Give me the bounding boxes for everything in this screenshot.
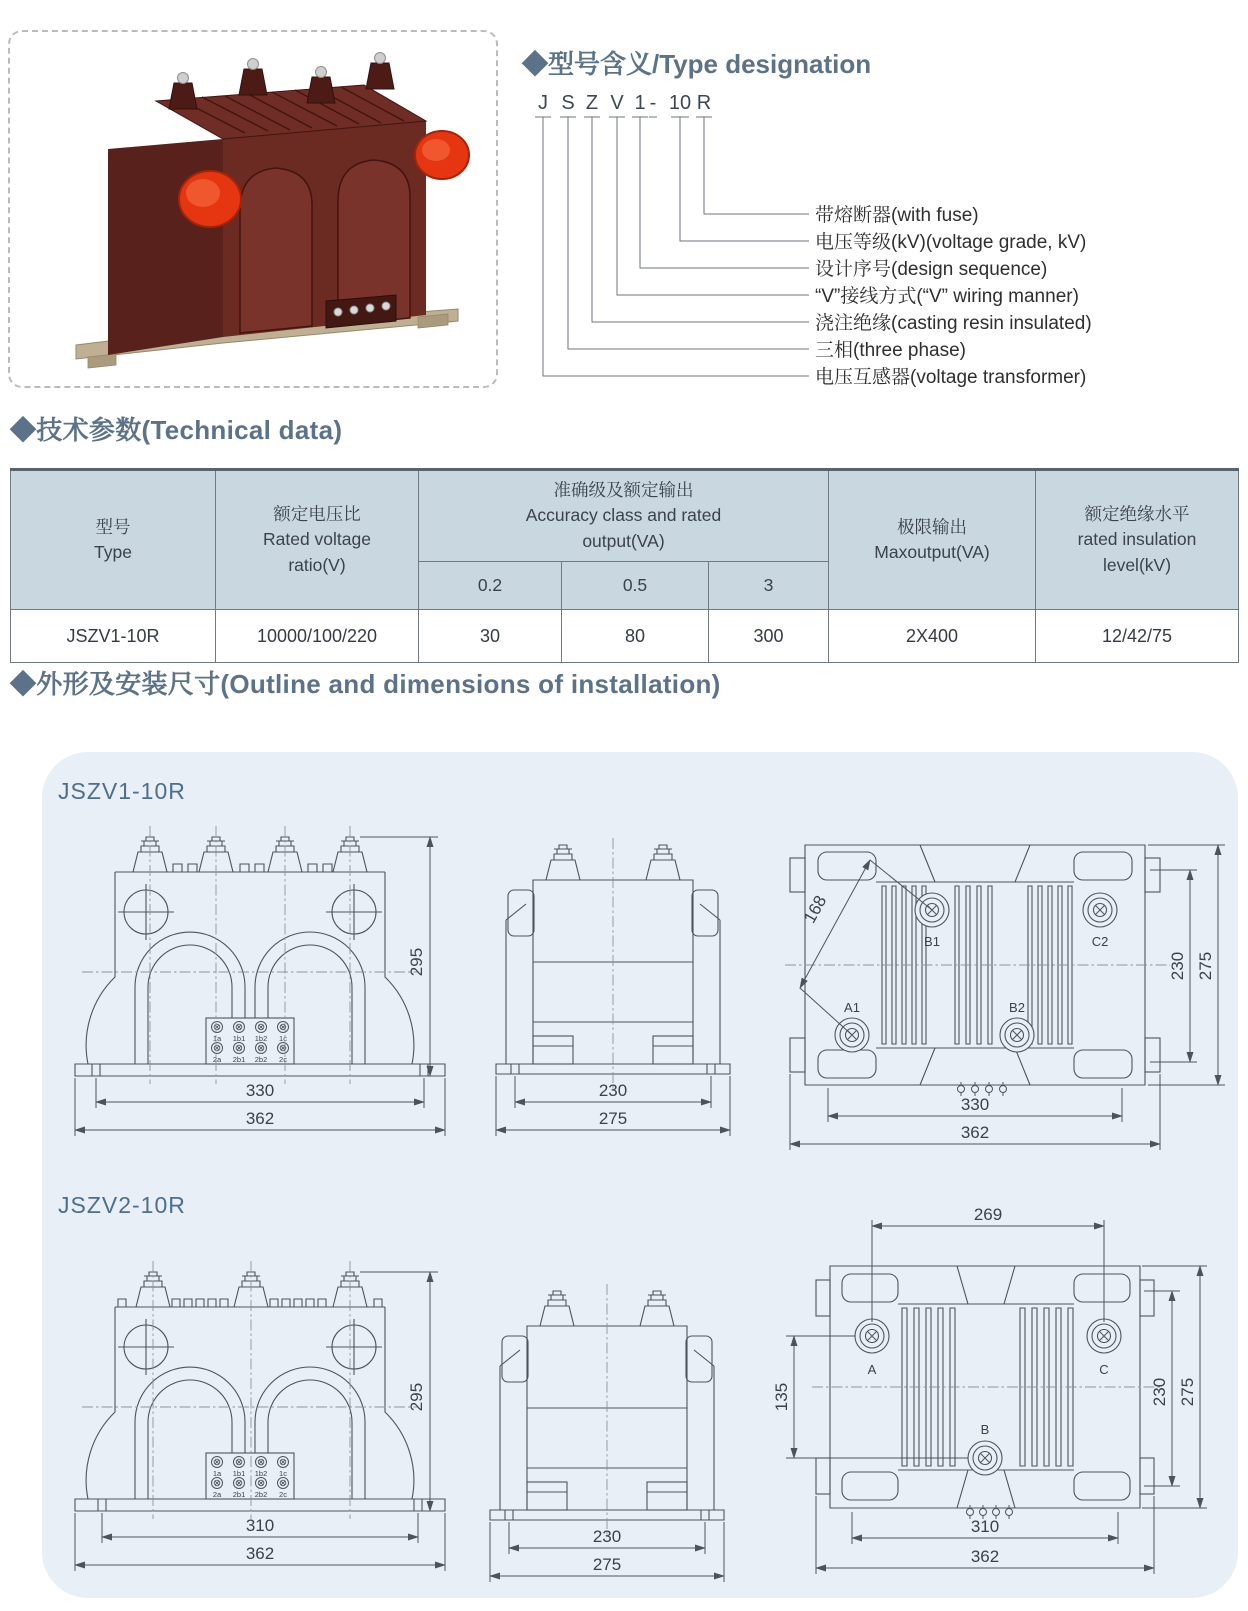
- terminal-label: 1c: [279, 1469, 287, 1478]
- terminal-label: 2b1: [232, 1055, 246, 1064]
- col-header-acc-3: 3: [709, 562, 829, 610]
- terminal-label: C: [1099, 1362, 1109, 1377]
- red-cap-right: [415, 131, 469, 179]
- dim-width2: 362: [245, 1109, 275, 1128]
- model1-top-view: [770, 800, 1240, 1155]
- dimensions: [772, 1205, 1207, 1574]
- code-char: V: [610, 92, 624, 114]
- col-header-accuracy: [419, 470, 829, 562]
- dim-width1: 330: [245, 1081, 275, 1100]
- top-terminals: [855, 1319, 1121, 1519]
- transformer-arch-left: [240, 168, 312, 333]
- designation-label: 电压等级(kV)(voltage grade, kV): [815, 232, 1087, 253]
- terminal-label: 1c: [279, 1034, 287, 1043]
- dim-w2: 362: [960, 1123, 990, 1142]
- terminal-label: 2a: [212, 1055, 222, 1064]
- col-header-accuracy-zh: 准确级及额定输出: [553, 479, 694, 500]
- col-header-maxoutput-en: Maxoutput(VA): [874, 542, 990, 562]
- outline-title: ◆外形及安装尺寸(Outline and dimensions of installation): [10, 669, 721, 699]
- col-header-maxoutput: [829, 470, 1036, 610]
- col-header-accuracy-en: Accuracy class and rated: [525, 505, 722, 526]
- dimensions: [490, 1522, 724, 1582]
- col-header-type-zh: 型号: [95, 516, 131, 537]
- dim-width2: 275: [592, 1555, 622, 1574]
- designation-label: 浇注绝缘(casting resin insulated): [815, 313, 1092, 334]
- col-header-ratio-en2: ratio(V): [288, 554, 346, 575]
- terminal-block: [206, 1453, 294, 1499]
- terminal-label: A: [867, 1362, 877, 1377]
- code-char: R: [696, 92, 712, 114]
- designation-lines: [535, 117, 809, 376]
- col-header-accuracy-en2: output(VA): [582, 530, 665, 551]
- dim-width2: 362: [245, 1544, 275, 1563]
- red-cap-left: [179, 171, 241, 227]
- cell-type: JSZV1-10R: [11, 610, 216, 663]
- col-header-maxoutput-zh: 极限输出: [897, 516, 967, 537]
- dimensions: [75, 1272, 445, 1571]
- dim-v2: 275: [1178, 1377, 1197, 1407]
- dim-left: 135: [772, 1382, 791, 1412]
- designation-label: 设计序号(design sequence): [815, 259, 1048, 280]
- designation-label: 三相(three phase): [815, 340, 967, 361]
- terminal-label: 1a: [212, 1034, 222, 1043]
- transformer-illustration: [76, 53, 469, 369]
- terminal-label: 2b2: [254, 1490, 268, 1499]
- code-char: J: [538, 92, 548, 114]
- dim-diagonal: 168: [800, 892, 831, 927]
- dim-v2: 275: [1196, 951, 1215, 981]
- model1-label: JSZV1-10R: [58, 778, 186, 804]
- terminal-label: 1b1: [232, 1034, 246, 1043]
- type-designation-diagram: [522, 91, 1238, 396]
- terminal-label: 2a: [212, 1490, 222, 1499]
- col-header-insulation-en2: level(kV): [1102, 554, 1172, 575]
- table-row: [11, 610, 1239, 663]
- cell-acc-02: 30: [419, 610, 562, 663]
- code-char: -: [649, 92, 657, 114]
- top-terminals: [835, 893, 1117, 1096]
- designation-label: 电压互感器(voltage transformer): [815, 367, 1087, 388]
- col-header-insulation-zh: 额定绝缘水平: [1084, 503, 1190, 524]
- col-header-ratio-en: Rated voltage: [263, 529, 371, 550]
- col-header-type-en: Type: [94, 542, 132, 562]
- terminal-label: 1b1: [232, 1469, 246, 1478]
- product-photo-frame: [8, 30, 498, 388]
- code-char: 10: [668, 92, 692, 114]
- model1-front-view: [60, 812, 460, 1142]
- terminal-label: 1b2: [254, 1469, 268, 1478]
- terminal-label: 1a: [212, 1469, 222, 1478]
- col-header-ratio-zh: 额定电压比: [273, 503, 361, 524]
- model2-side-view: [462, 1258, 752, 1588]
- product-photo: [28, 49, 478, 369]
- code-char: S: [561, 92, 575, 114]
- terminal-label: 2b2: [254, 1055, 268, 1064]
- col-header-insulation: [1036, 470, 1239, 610]
- model2-front-view: [60, 1247, 460, 1577]
- col-header-ratio: [216, 470, 419, 610]
- type-designation-section: [522, 44, 1238, 401]
- cell-maxoutput: 2X400: [829, 610, 1036, 663]
- col-header-insulation-en: rated insulation: [1077, 529, 1197, 550]
- dim-width2: 275: [598, 1109, 628, 1128]
- code-char: 1: [634, 92, 646, 114]
- dimensions: [75, 837, 445, 1136]
- dim-v1: 230: [1168, 951, 1187, 981]
- designation-label: “V”接线方式(“V” wiring manner): [815, 286, 1079, 307]
- cell-insulation: 12/42/75: [1036, 610, 1239, 663]
- dim-w1: 330: [960, 1095, 990, 1114]
- technical-data-table: [10, 468, 1239, 663]
- terminal-block: [206, 1018, 294, 1064]
- dimensions: [496, 1076, 730, 1136]
- dim-w1: 310: [970, 1517, 1000, 1536]
- model1-side-view: [468, 812, 758, 1142]
- type-code: [538, 92, 711, 114]
- terminal-label: 1b2: [254, 1034, 268, 1043]
- cell-acc-3: 300: [709, 610, 829, 663]
- model2-top-view: [752, 1196, 1238, 1596]
- terminal-label: 2b1: [232, 1490, 246, 1499]
- terminal-label: A1: [844, 1000, 860, 1015]
- terminal-label: 2c: [279, 1490, 287, 1499]
- dim-height: 295: [407, 947, 426, 977]
- dim-width1: 230: [592, 1527, 622, 1546]
- dim-height: 295: [407, 1382, 426, 1412]
- dim-v1: 230: [1150, 1377, 1169, 1407]
- terminal-label: B1: [924, 934, 940, 949]
- type-designation-title: ◆型号含义/Type designation: [522, 49, 872, 79]
- col-header-acc-0.5: 0.5: [562, 562, 709, 610]
- dim-top: 269: [973, 1205, 1003, 1224]
- technical-data-title: ◆技术参数(Technical data): [10, 415, 343, 445]
- dim-width1: 310: [245, 1516, 275, 1535]
- designation-label: 带熔断器(with fuse): [815, 205, 979, 226]
- col-header-acc-0.2: 0.2: [419, 562, 562, 610]
- terminal-label: B: [980, 1422, 990, 1437]
- dim-width1: 230: [598, 1081, 628, 1100]
- col-header-type: [11, 470, 216, 610]
- cell-ratio: 10000/100/220: [216, 610, 419, 663]
- terminal-label: B2: [1009, 1000, 1025, 1015]
- terminal-label: 2c: [279, 1055, 287, 1064]
- cell-acc-05: 80: [562, 610, 709, 663]
- dim-w2: 362: [970, 1547, 1000, 1566]
- terminal-label: C2: [1091, 934, 1109, 949]
- model2-label: JSZV2-10R: [58, 1192, 186, 1218]
- code-char: Z: [585, 92, 599, 114]
- designation-labels: [815, 204, 1092, 388]
